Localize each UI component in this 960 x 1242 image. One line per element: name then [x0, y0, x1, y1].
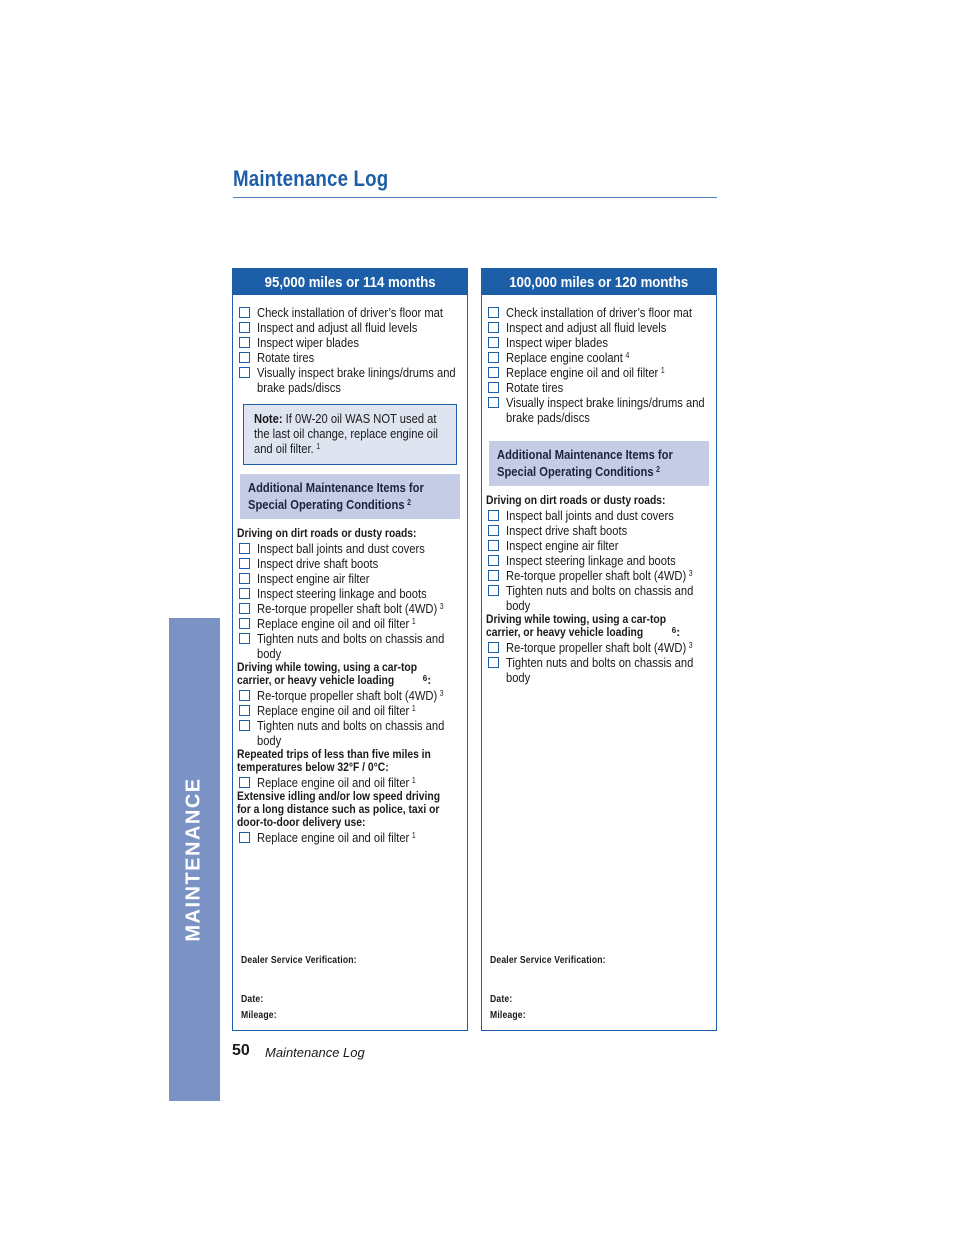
checklist-item: [237, 350, 463, 365]
checklist-item-continuation: body: [506, 670, 531, 685]
checklist-item: [237, 556, 463, 571]
checklist-item: [237, 616, 463, 631]
checklist-item: [486, 583, 712, 613]
checklist-item: [486, 335, 712, 350]
checkbox[interactable]: [488, 307, 499, 318]
checklist-item-text: Replace engine oil and oil filter: [506, 365, 659, 380]
column-header: [233, 269, 467, 295]
checklist-item: [486, 320, 712, 335]
special-line-2: Special Operating Conditions: [248, 497, 405, 512]
checklist-item: [486, 508, 712, 523]
item-list: [237, 305, 463, 395]
checklist-item-continuation: body: [257, 733, 282, 748]
condition-heading: Driving on dirt roads or dusty roads:: [237, 526, 417, 540]
footnote-ref: 1: [660, 366, 665, 375]
condition-group: [237, 661, 463, 748]
checklist-item: [237, 703, 463, 718]
checkbox[interactable]: [239, 307, 250, 318]
condition-heading: Driving while towing, using a car-top carrier, or heavy vehicle loading $^6$:: [486, 612, 681, 639]
page-title: Maintenance Log: [233, 166, 389, 191]
checklist-item-text: Visually inspect brake linings/drums and: [257, 365, 456, 380]
condition-heading: Extensive idling and/or low speed driving for a long distance such as police, taxi or door-to-door delivery use:: [237, 789, 441, 829]
dealer-verification-label: Dealer Service Verification:: [241, 955, 357, 966]
footnote-ref: 6: [671, 626, 677, 635]
checkbox[interactable]: [239, 705, 250, 716]
checklist-item-text: Tighten nuts and bolts on chassis and: [257, 718, 445, 733]
checklist-item: [486, 365, 712, 380]
checkbox[interactable]: [239, 558, 250, 569]
checklist-item-text: Inspect wiper blades: [257, 335, 359, 350]
checkbox[interactable]: [239, 352, 250, 363]
side-section-tab: [169, 618, 220, 1101]
checkbox[interactable]: [239, 633, 250, 644]
checklist-item-text: Replace engine oil and oil filter: [257, 775, 410, 790]
checklist-item-text: Inspect steering linkage and boots: [257, 586, 427, 601]
checkbox[interactable]: [488, 382, 499, 393]
condition-heading: Driving on dirt roads or dusty roads:: [486, 493, 666, 507]
checklist-item: [237, 830, 463, 845]
special-conditions-box: [240, 474, 460, 519]
footnote-ref: 1: [411, 617, 416, 626]
checklist-item-text: Check installation of driver’s floor mat: [257, 305, 444, 320]
date-label: Date:: [241, 994, 264, 1005]
checklist-item-text: Inspect steering linkage and boots: [506, 553, 676, 568]
checklist-item-text: Inspect ball joints and dust covers: [257, 541, 425, 556]
special-line-2: Special Operating Conditions: [497, 464, 654, 479]
checklist-item: [486, 553, 712, 568]
checkbox[interactable]: [488, 555, 499, 566]
footnote-ref: 3: [439, 602, 444, 611]
footnote-ref: 6: [422, 674, 428, 683]
note-line-1: If 0W-20 oil WAS NOT used at: [285, 411, 437, 426]
checklist-item-text: Inspect wiper blades: [506, 335, 608, 350]
checkbox[interactable]: [488, 525, 499, 536]
checklist-item: [237, 541, 463, 556]
checkbox[interactable]: [239, 618, 250, 629]
checklist-item: [237, 571, 463, 586]
checklist-item-text: Replace engine coolant: [506, 350, 623, 365]
checklist-item-text: Replace engine oil and oil filter: [257, 703, 410, 718]
checklist-item: [486, 380, 712, 395]
checkbox[interactable]: [488, 322, 499, 333]
condition-heading: Repeated trips of less than five miles in temperatures below 32°F / 0°C:: [237, 747, 431, 774]
checklist-item-continuation: brake pads/discs: [506, 410, 590, 425]
column-body: [233, 295, 467, 845]
footer-label: Maintenance Log: [265, 1045, 365, 1060]
column-header-label: 95,000 miles or 114 months: [264, 273, 436, 291]
mileage-label: Mileage:: [241, 1010, 277, 1021]
checklist-item-text: Rotate tires: [506, 380, 564, 395]
checkbox[interactable]: [488, 367, 499, 378]
checklist-item: [486, 350, 712, 365]
checklist-item: [237, 335, 463, 350]
special-conditions-box: [489, 441, 709, 486]
checkbox[interactable]: [488, 657, 499, 668]
checklist-item: [486, 640, 712, 655]
checklist-item: [237, 365, 463, 395]
checklist-item-continuation: brake pads/discs: [257, 380, 341, 395]
column-header-label: 100,000 miles or 120 months: [509, 273, 689, 291]
checkbox[interactable]: [239, 690, 250, 701]
note-label: Note:: [254, 411, 283, 426]
checkbox[interactable]: [488, 540, 499, 551]
mileage-label: Mileage:: [490, 1010, 526, 1021]
checkbox[interactable]: [239, 588, 250, 599]
condition-group: [237, 748, 463, 790]
checklist-item-text: Re-torque propeller shaft bolt (4WD): [506, 568, 687, 583]
checklist-item-text: Check installation of driver’s floor mat: [506, 305, 693, 320]
condition-group: [237, 527, 463, 661]
log-column-95000: [232, 268, 468, 1031]
footnote-ref: 4: [625, 351, 630, 360]
checklist-item-text: Rotate tires: [257, 350, 315, 365]
checklist-item-continuation: body: [257, 646, 282, 661]
checklist-item-text: Inspect engine air filter: [506, 538, 619, 553]
checklist-item-text: Re-torque propeller shaft bolt (4WD): [257, 688, 438, 703]
checkbox[interactable]: [239, 777, 250, 788]
condition-groups: [486, 494, 712, 685]
checklist-item-text: Inspect ball joints and dust covers: [506, 508, 674, 523]
checkbox[interactable]: [239, 603, 250, 614]
special-footnote: 2: [407, 498, 411, 507]
note-line-3: and oil filter.: [254, 441, 314, 456]
checklist-item-text: Replace engine oil and oil filter: [257, 616, 410, 631]
footnote-ref: 3: [439, 689, 444, 698]
special-footnote: 2: [656, 465, 660, 474]
item-list: [486, 305, 712, 425]
checklist-item-text: Tighten nuts and bolts on chassis and: [506, 655, 694, 670]
checkbox[interactable]: [239, 832, 250, 843]
checkbox[interactable]: [488, 352, 499, 363]
footnote-ref: 1: [411, 776, 416, 785]
checklist-item-text: Re-torque propeller shaft bolt (4WD): [257, 601, 438, 616]
side-tab-label: MAINTENANCE: [183, 777, 205, 942]
checkbox[interactable]: [239, 573, 250, 584]
special-line-1: Additional Maintenance Items for: [497, 447, 673, 462]
footnote-ref: 1: [411, 704, 416, 713]
checkbox[interactable]: [239, 543, 250, 554]
checkbox[interactable]: [488, 570, 499, 581]
checklist-item: [486, 305, 712, 320]
checkbox[interactable]: [488, 642, 499, 653]
checklist-item-text: Inspect engine air filter: [257, 571, 370, 586]
condition-group: [486, 613, 712, 685]
checklist-item: [486, 568, 712, 583]
checkbox[interactable]: [239, 337, 250, 348]
special-line-1: Additional Maintenance Items for: [248, 480, 424, 495]
checklist-item: [237, 718, 463, 748]
checklist-item: [486, 538, 712, 553]
checkbox[interactable]: [488, 337, 499, 348]
checklist-item: [237, 305, 463, 320]
checklist-item: [486, 395, 712, 425]
checkbox[interactable]: [239, 367, 250, 378]
checklist-item: [237, 775, 463, 790]
checklist-item-text: Inspect drive shaft boots: [506, 523, 628, 538]
checklist-item: [237, 320, 463, 335]
checklist-item: [237, 688, 463, 703]
checklist-item: [237, 601, 463, 616]
checklist-item-text: Tighten nuts and bolts on chassis and: [506, 583, 694, 598]
condition-groups: [237, 527, 463, 845]
checklist-item-text: Re-torque propeller shaft bolt (4WD): [506, 640, 687, 655]
date-label: Date:: [490, 994, 513, 1005]
checklist-item: [237, 586, 463, 601]
log-column-100000: [481, 268, 717, 1031]
checklist-item: [486, 655, 712, 685]
footnote-ref: 1: [411, 831, 416, 840]
footnote-ref: 3: [688, 569, 693, 578]
checklist-item: [486, 523, 712, 538]
checkbox[interactable]: [488, 585, 499, 596]
title-divider: [233, 197, 717, 198]
oil-note: [243, 404, 457, 465]
note-footnote: 1: [316, 442, 321, 451]
footnote-ref: 3: [688, 641, 693, 650]
checklist-item-text: Replace engine oil and oil filter: [257, 830, 410, 845]
checkbox[interactable]: [239, 322, 250, 333]
condition-heading: Driving while towing, using a car-top carrier, or heavy vehicle loading $^6$:: [237, 660, 432, 687]
checklist-item-text: Visually inspect brake linings/drums and: [506, 395, 705, 410]
column-body: [482, 295, 716, 685]
checklist-item-text: Tighten nuts and bolts on chassis and: [257, 631, 445, 646]
checklist-item-text: Inspect and adjust all fluid levels: [257, 320, 418, 335]
dealer-verification-label: Dealer Service Verification:: [490, 955, 606, 966]
page-number: 50: [232, 1042, 250, 1059]
checkbox[interactable]: [239, 720, 250, 731]
column-header: [482, 269, 716, 295]
checkbox[interactable]: [488, 510, 499, 521]
condition-group: [486, 494, 712, 613]
checklist-item-text: Inspect and adjust all fluid levels: [506, 320, 667, 335]
condition-group: [237, 790, 463, 845]
checkbox[interactable]: [488, 397, 499, 408]
checklist-item: [237, 631, 463, 661]
checklist-item-text: Inspect drive shaft boots: [257, 556, 379, 571]
checklist-item-continuation: body: [506, 598, 531, 613]
note-line-2: the last oil change, replace engine oil: [254, 426, 438, 441]
